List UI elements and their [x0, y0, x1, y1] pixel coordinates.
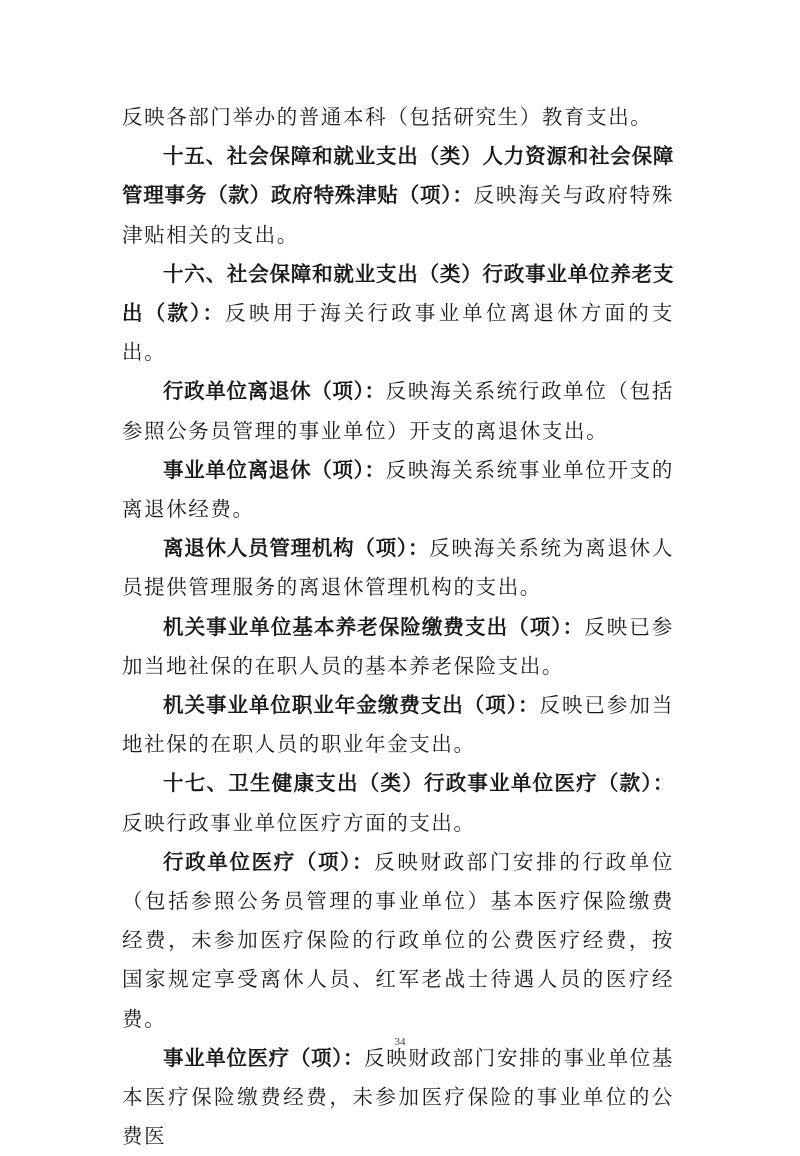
- paragraph-text: 反映已参加当地社保的在职人员的职业年金支出。: [122, 693, 674, 757]
- paragraph-heading: 机关事业单位职业年金缴费支出（项）：: [163, 693, 540, 718]
- paragraph: [122, 372, 674, 450]
- paragraph-text: 反映海关系统行政单位（包括参照公务员管理的事业单位）开支的离退休支出。: [122, 379, 674, 443]
- document-body: [122, 98, 674, 1156]
- paragraph: [122, 255, 674, 373]
- paragraph-text: 反映财政部门安排的事业单位基本医疗保险缴费经费，未参加医疗保险的事业单位的公费医: [122, 1045, 675, 1149]
- paragraph-heading: 十五、社会保障和就业支出（类）人力资源和社会保障管理事务（款）政府特殊津贴（项）：: [122, 144, 674, 208]
- paragraph-heading: 离退休人员管理机构（项）：: [163, 536, 430, 561]
- paragraph-text: 反映海关与政府特殊津贴相关的支出。: [122, 183, 674, 247]
- paragraph: [122, 98, 674, 137]
- paragraph-heading: 行政单位离退休（项）：: [163, 379, 386, 404]
- paragraph: [122, 843, 674, 1039]
- paragraph-heading: 事业单位医疗（项）：: [163, 1045, 365, 1070]
- paragraph: [122, 137, 674, 255]
- paragraph-text: 反映行政事业单位医疗方面的支出。: [122, 810, 476, 835]
- paragraph-heading: 十六、社会保障和就业支出（类）行政事业单位养老支出（款）：: [122, 261, 674, 326]
- paragraph-heading: 十七、卫生健康支出（类）行政事业单位医疗（款）：: [163, 771, 674, 796]
- paragraph: [122, 1039, 674, 1156]
- paragraph-text: 反映已参加当地社保的在职人员的基本养老保险支出。: [122, 614, 675, 678]
- paragraph-text: 反映财政部门安排的行政单位（包括参照公务员管理的事业单位）基本医疗保险缴费经费，未参加医疗保险的行政单位的公费医疗经费，按国家规定享受离休人员、红军老战士待遇人员的医疗经费。: [122, 849, 674, 1031]
- paragraph-text: 反映各部门举办的普通本科（包括研究生）教育支出。: [122, 105, 653, 129]
- paragraph: [122, 764, 674, 842]
- paragraph-text: 反映用于海关行政事业单位离退休方面的支出。: [122, 301, 674, 365]
- page-number: 34: [394, 1036, 406, 1048]
- paragraph: [122, 529, 674, 607]
- paragraph: [122, 451, 674, 529]
- paragraph: [122, 608, 674, 686]
- paragraph-text: 反映海关系统为离退休人员提供管理服务的离退休管理机构的支出。: [122, 536, 674, 600]
- paragraph-heading: 行政单位医疗（项）：: [163, 849, 375, 874]
- paragraph-text: 反映海关系统事业单位开支的离退休经费。: [122, 457, 674, 522]
- paragraph: [122, 686, 674, 764]
- paragraph-heading: 机关事业单位基本养老保险缴费支出（项）：: [163, 614, 585, 639]
- paragraph-heading: 事业单位离退休（项）：: [163, 457, 386, 482]
